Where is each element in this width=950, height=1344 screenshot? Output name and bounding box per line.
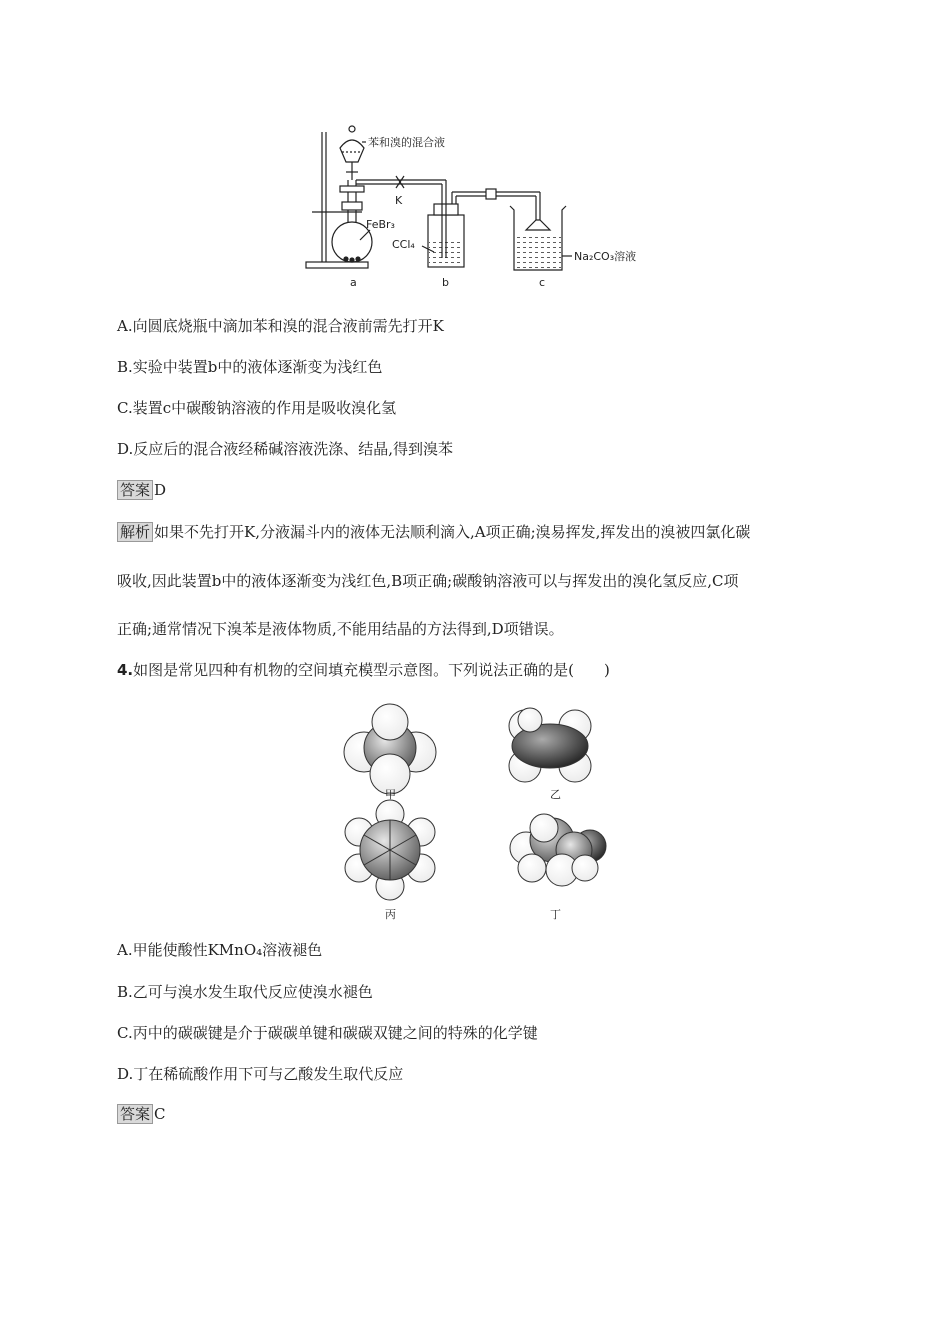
- q3-analysis-line-1: [117, 522, 750, 542]
- question-number: 4.: [117, 661, 134, 679]
- beaker-label: Na₂CO₃溶液: [574, 250, 637, 263]
- question-text: 如图是常见四种有机物的空间填充模型示意图。下列说法正确的是( ): [133, 661, 610, 679]
- catalyst-label: FeBr₃: [366, 218, 395, 231]
- analysis-tag: 解析: [117, 522, 153, 542]
- q4-option-d: D.丁在稀硫酸作用下可与乙酸发生取代反应: [117, 1065, 404, 1083]
- q4-option-c: C.丙中的碳碳键是介于碳碳单键和碳碳双键之间的特殊的化学键: [117, 1024, 538, 1042]
- q3-analysis-line-3: 正确;通常情况下溴苯是液体物质,不能用结晶的方法得到,D项错误。: [117, 620, 564, 638]
- answer-value: D: [154, 481, 167, 499]
- q4-option-b: B.乙可与溴水发生取代反应使溴水褪色: [117, 983, 373, 1001]
- caption-b: b: [442, 276, 449, 289]
- q4-answer: [117, 1104, 166, 1124]
- q3-analysis-line-2: 吸收,因此装置b中的液体逐渐变为浅红色,B项正确;碳酸钠溶液可以与挥发出的溴化氢反应,C项: [117, 572, 739, 590]
- analysis-text-1: 如果不先打开K,分液漏斗内的液体无法顺利滴入,A项正确;溴易挥发,挥发出的溴被四氯化碳: [154, 523, 751, 541]
- q4-stem: [117, 660, 610, 680]
- answer-tag: 答案: [117, 1104, 153, 1124]
- apparatus-diagram: [300, 120, 660, 292]
- label-jia: 甲: [385, 788, 396, 801]
- solvent-label: CCl₄: [392, 238, 415, 251]
- funnel-label: 苯和溴的混合液: [368, 136, 445, 149]
- answer-value: C: [154, 1105, 166, 1123]
- label-ding: 丁: [550, 908, 561, 921]
- caption-c: c: [539, 276, 546, 289]
- label-yi: 乙: [550, 788, 561, 801]
- q4-option-a: A.甲能使酸性KMnO₄溶液褪色: [117, 941, 323, 959]
- q3-answer: [117, 480, 166, 500]
- caption-a: a: [350, 276, 357, 289]
- q3-option-a: A.向圆底烧瓶中滴加苯和溴的混合液前需先打开K: [117, 317, 444, 335]
- benzene-model: [345, 800, 435, 900]
- valve-label: K: [395, 194, 403, 207]
- methane-model: [344, 704, 436, 794]
- q3-option-b: B.实验中装置b中的液体逐渐变为浅红色: [117, 358, 383, 376]
- q3-option-d: D.反应后的混合液经稀碱溶液洗涤、结晶,得到溴苯: [117, 440, 454, 458]
- ethylene-model: [509, 708, 591, 782]
- ethanol-model: [510, 814, 606, 886]
- answer-tag: 答案: [117, 480, 153, 500]
- molecule-models: [330, 700, 630, 930]
- label-bing: 丙: [385, 908, 396, 921]
- q3-option-c: C.装置c中碳酸钠溶液的作用是吸收溴化氢: [117, 399, 397, 417]
